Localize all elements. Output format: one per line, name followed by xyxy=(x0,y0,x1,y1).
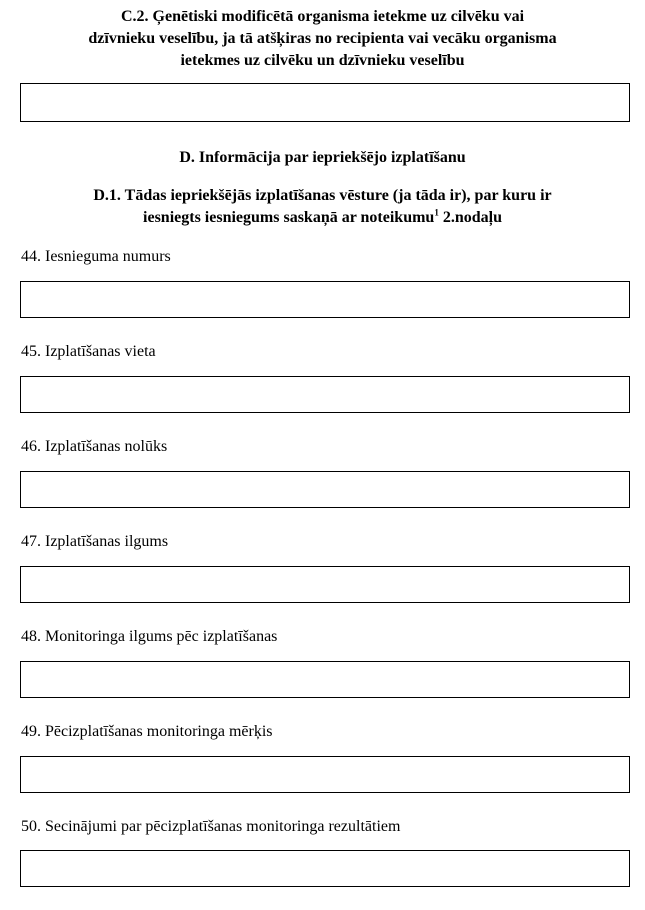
field-label-50: 50. Secinājumi par pēcizplatīšanas monitoringa rezultātiem xyxy=(21,818,401,835)
field-input-45[interactable] xyxy=(20,376,630,413)
section-c2-heading-line: C.2. Ģenētiski modificētā organisma ietekme uz cilvēku vai xyxy=(120,8,525,25)
section-c2-heading-line: ietekmes uz cilvēku un dzīvnieku veselību xyxy=(180,52,465,69)
field-label-48: 48. Monitoringa ilgums pēc izplatīšanas xyxy=(21,628,278,645)
field-input-48[interactable] xyxy=(20,661,630,698)
field-input-50[interactable] xyxy=(20,850,630,887)
section-d-heading-text: D. Informācija par iepriekšējo izplatīšanu xyxy=(179,149,466,166)
field-label-46: 46. Izplatīšanas nolūks xyxy=(21,438,168,455)
field-input-44[interactable] xyxy=(20,281,630,318)
field-input-47[interactable] xyxy=(20,566,630,603)
section-c2-heading xyxy=(0,6,645,72)
section-c2-answer-box[interactable] xyxy=(20,83,630,122)
section-d1-heading-line: D.1. Tādas iepriekšējās izplatīšanas vēsture (ja tāda ir), par kuru ir xyxy=(93,187,552,204)
section-d1-heading-text: 2.nodaļu xyxy=(438,209,502,226)
field-input-49[interactable] xyxy=(20,756,630,793)
field-label-47: 47. Izplatīšanas ilgums xyxy=(21,533,169,550)
section-d-heading xyxy=(0,147,645,169)
section-d1-heading-text: iesniegts iesniegums saskaņā ar noteikumu xyxy=(143,209,435,226)
field-label-44: 44. Iesnieguma numurs xyxy=(21,248,171,265)
field-input-46[interactable] xyxy=(20,471,630,508)
field-label-45: 45. Izplatīšanas vieta xyxy=(21,343,156,360)
section-c2-heading-line: dzīvnieku veselību, ja tā atšķiras no recipienta vai vecāku organisma xyxy=(88,30,557,47)
section-d1-heading xyxy=(0,185,645,229)
section-d1-heading-line xyxy=(0,207,645,229)
field-label-49: 49. Pēcizplatīšanas monitoringa mērķis xyxy=(21,723,273,740)
footnote-marker: 1 xyxy=(434,207,439,218)
